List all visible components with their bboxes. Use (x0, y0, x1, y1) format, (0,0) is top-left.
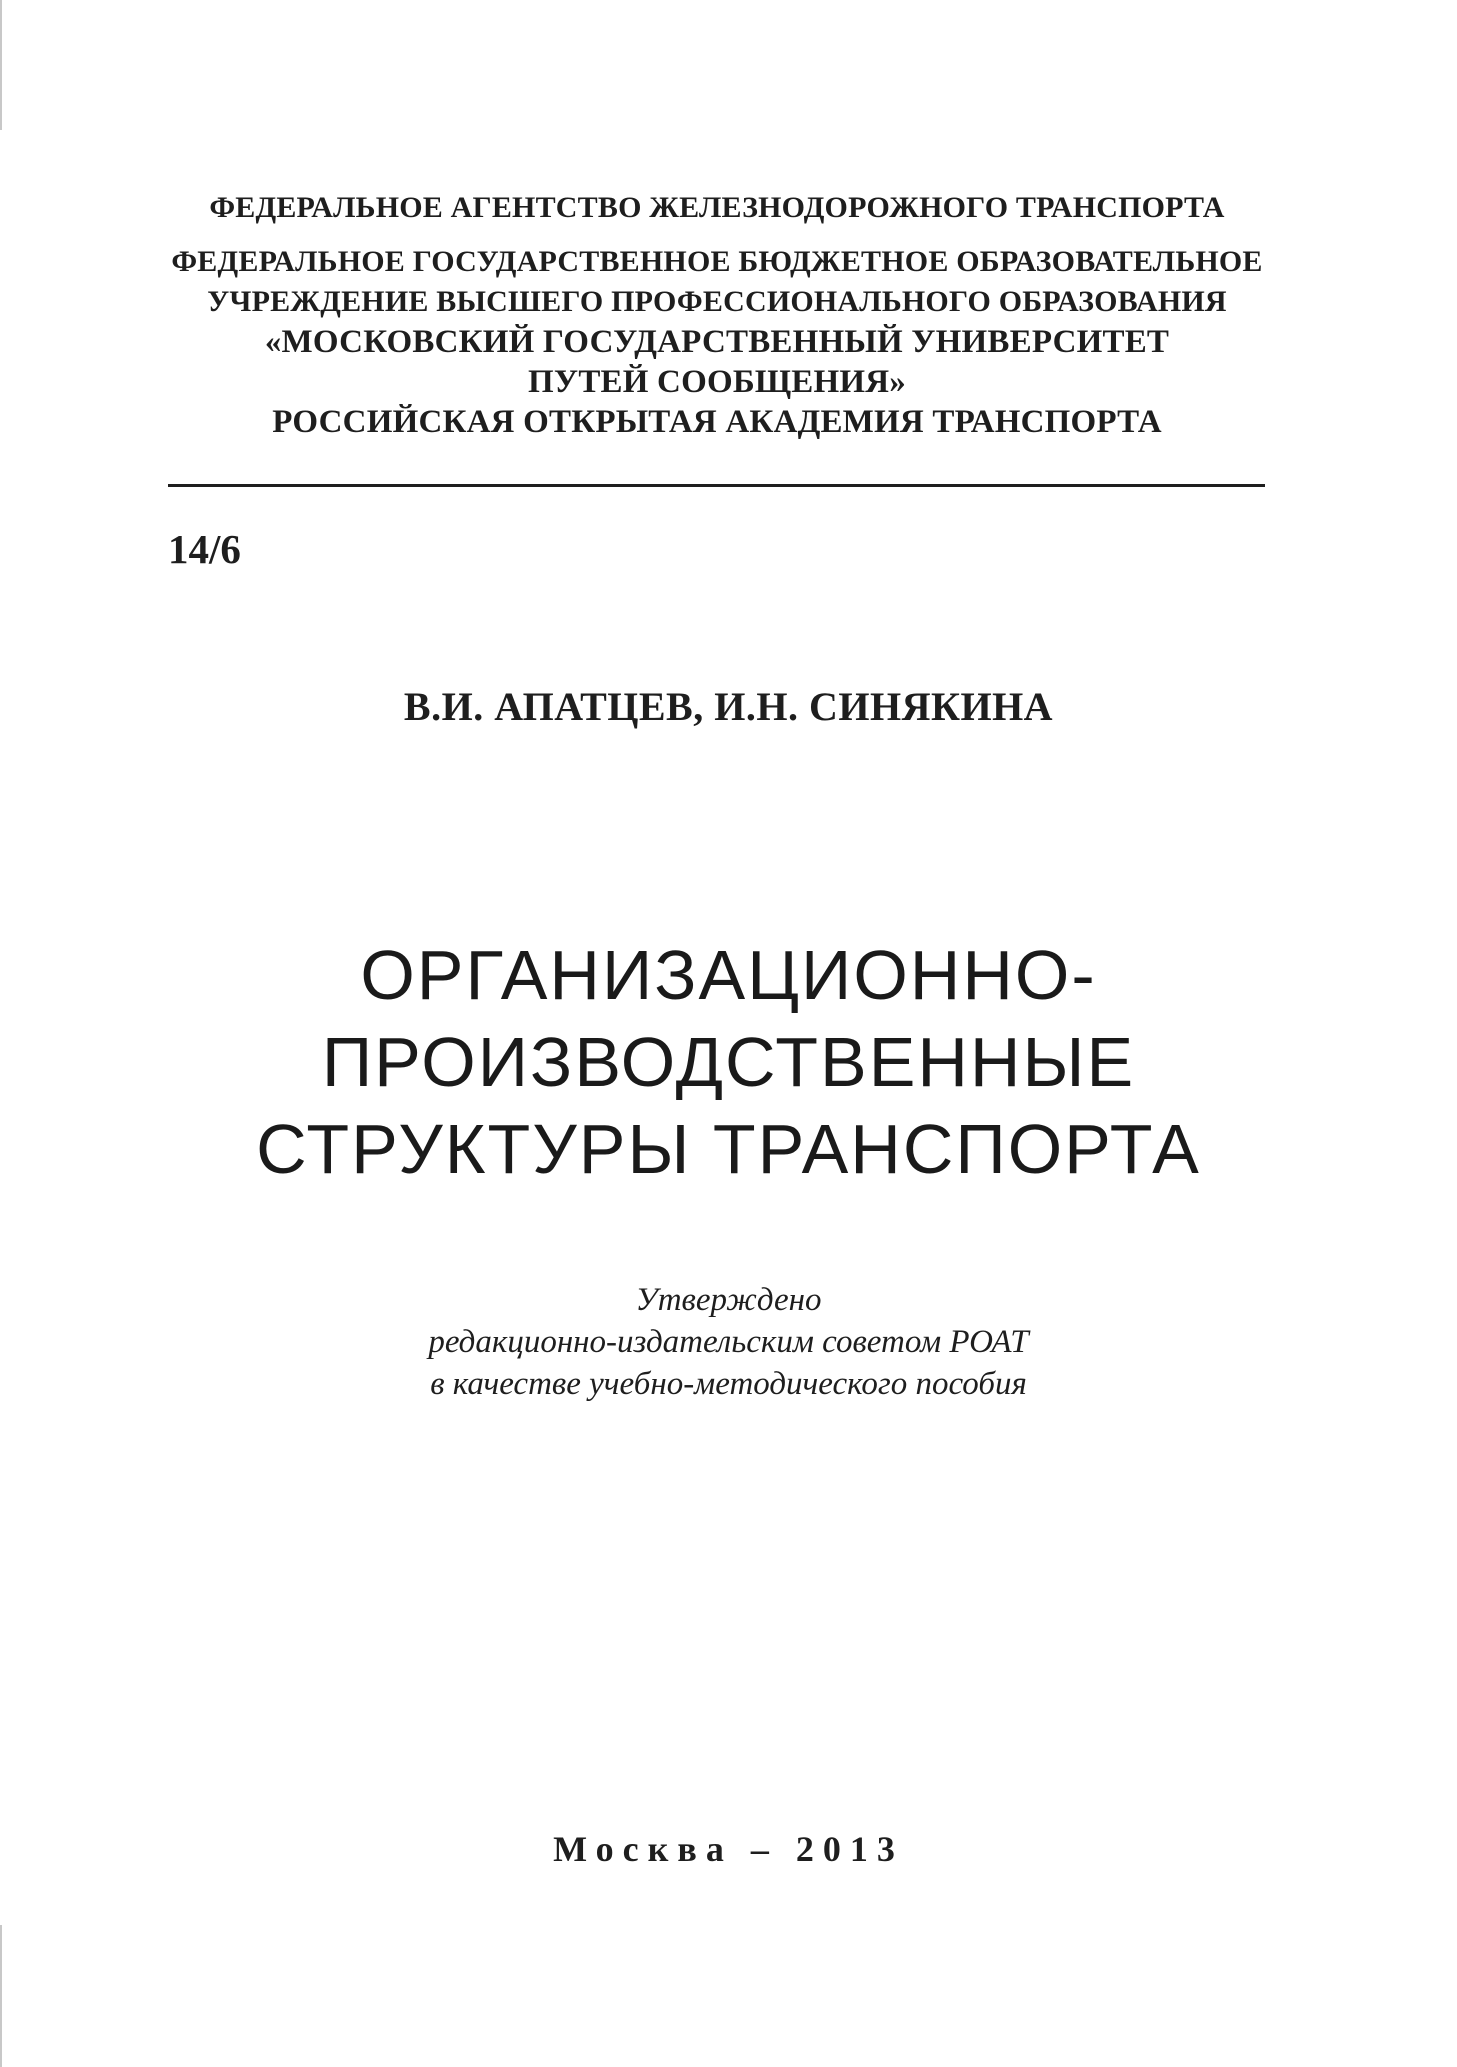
catalog-code: 14/6 (168, 526, 241, 572)
approval-line: в качестве учебно-методического пособия (430, 1366, 1027, 1402)
approval-line: Утверждено (635, 1282, 822, 1318)
city-year: Москва – 2013 (553, 1829, 904, 1869)
approval-note (0, 1279, 1457, 1405)
publisher-header (170, 188, 1264, 442)
authors: В.И. АПАТЦЕВ, И.Н. СИНЯКИНА (403, 684, 1054, 729)
institution-line: «МОСКОВСКИЙ ГОСУДАРСТВЕННЫЙ УНИВЕРСИТЕТ (264, 324, 1170, 360)
institution-line: РОССИЙСКАЯ ОТКРЫТАЯ АКАДЕМИЯ ТРАНСПОРТА (272, 404, 1162, 440)
page-edge-mark-bottom (0, 1925, 2, 2067)
book-title (0, 932, 1457, 1193)
title-line: ОРГАНИЗАЦИОННО- (360, 936, 1097, 1014)
header-divider (168, 484, 1265, 487)
institution-line: ПУТЕЙ СООБЩЕНИЯ» (528, 364, 906, 400)
page-edge-mark-top (0, 0, 2, 130)
title-line: ПРОИЗВОДСТВЕННЫЕ (321, 1023, 1136, 1101)
institution-line: УЧРЕЖДЕНИЕ ВЫСШЕГО ПРОФЕССИОНАЛЬНОГО ОБРАЗОВАНИЯ (207, 285, 1227, 318)
agency-name: ФЕДЕРАЛЬНОЕ АГЕНТСТВО ЖЕЛЕЗНОДОРОЖНОГО ТРАНСПОРТА (209, 191, 1225, 224)
institution-line: ФЕДЕРАЛЬНОЕ ГОСУДАРСТВЕННОЕ БЮДЖЕТНОЕ ОБРАЗОВАТЕЛЬНОЕ (171, 245, 1263, 278)
title-line: СТРУКТУРЫ ТРАНСПОРТА (256, 1110, 1201, 1188)
approval-line: редакционно-издательским советом РОАТ (428, 1324, 1029, 1360)
